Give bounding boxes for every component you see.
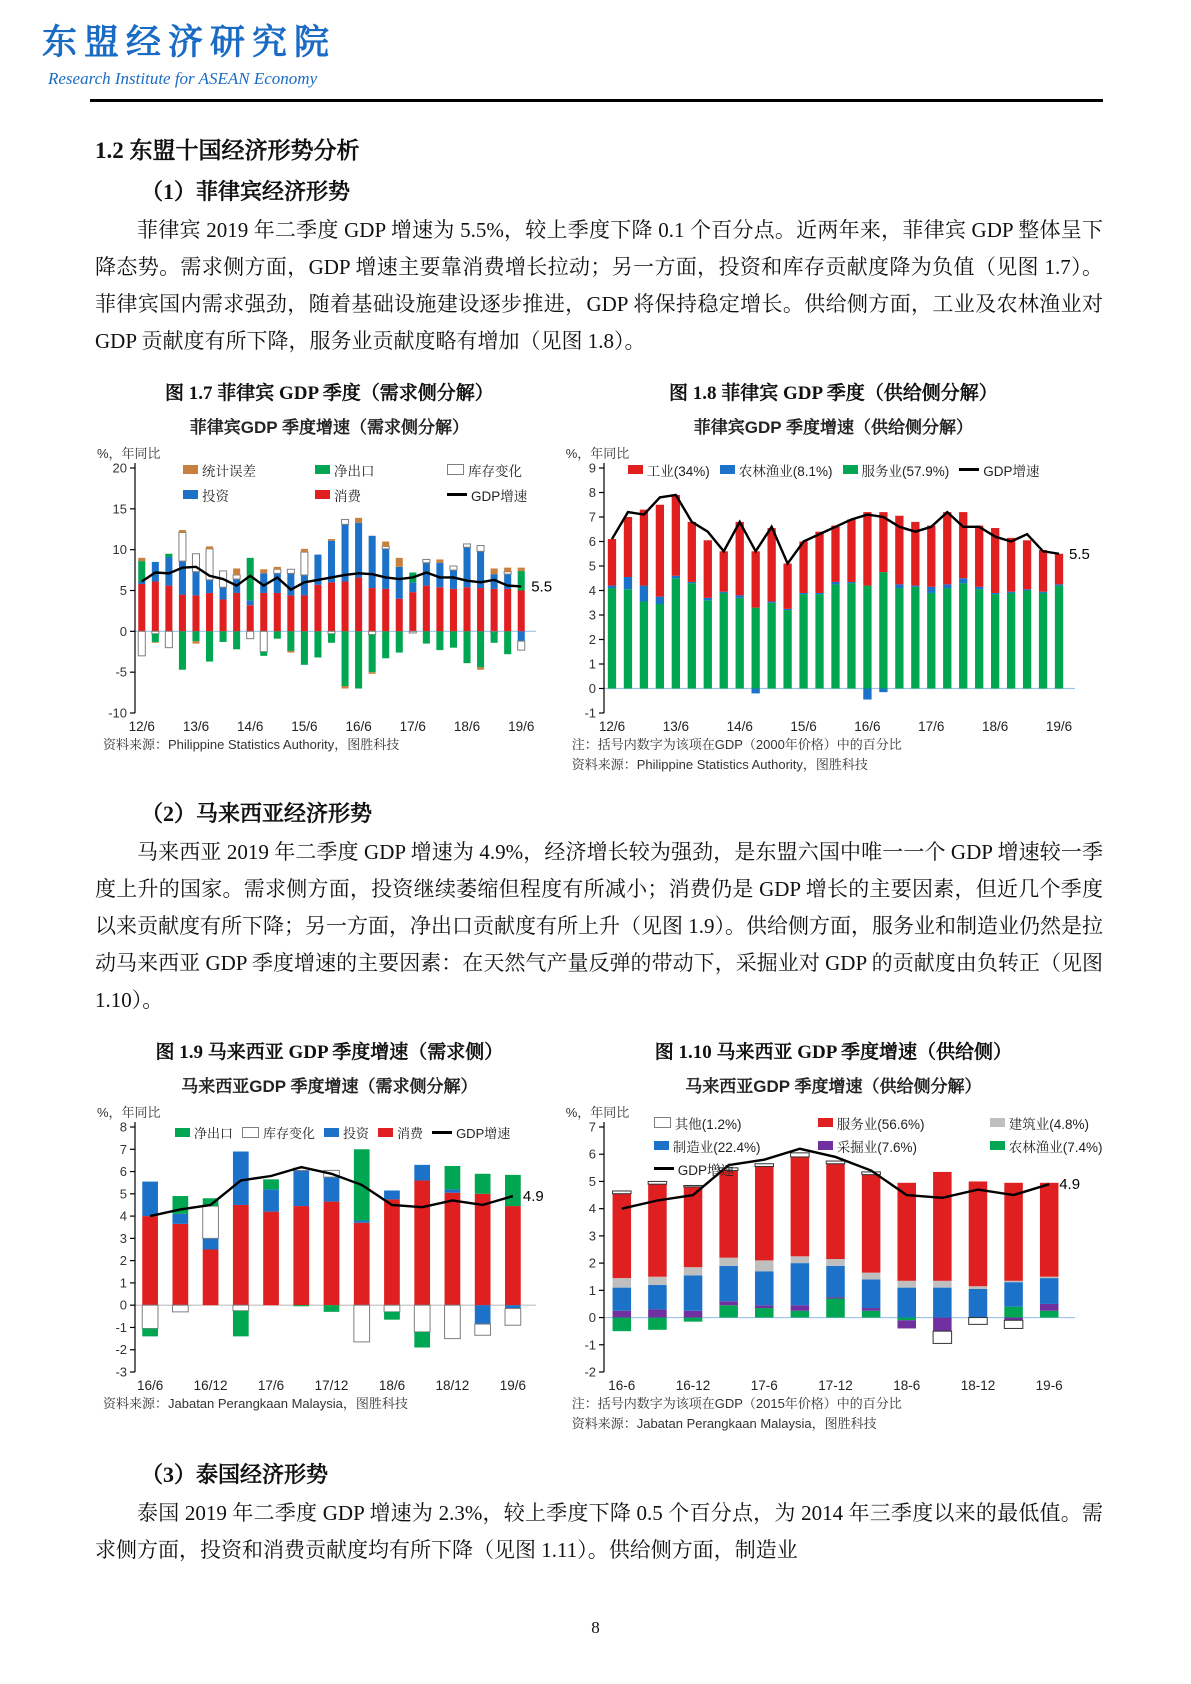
legend-color-swatch [175,1128,190,1137]
legend-item [447,485,527,505]
legend-item [720,460,833,480]
legend-color-swatch [315,465,330,474]
legend-item [183,460,301,480]
svg-text:5: 5 [119,1186,127,1202]
legend-label: GDP增速 [471,488,528,504]
figure-caption: 图 1.8 菲律宾 GDP 季度（供给侧分解） [668,382,998,404]
legend-item [175,1123,233,1142]
legend-color-swatch [654,1141,669,1150]
chart-area [564,1104,1103,1394]
svg-text:7: 7 [588,1119,596,1135]
legend-label: 净出口 [334,463,375,479]
chart-title: 菲律宾GDP 季度增速（供给侧分解） [693,417,973,437]
legend-color-swatch [447,464,464,475]
figure-1-8 [564,374,1103,775]
svg-text:0: 0 [119,623,127,639]
legend-color-swatch [720,465,735,474]
svg-text:10: 10 [112,541,127,557]
svg-text:15: 15 [112,500,127,516]
legend-line-swatch [654,1167,674,1170]
legend-line-swatch [432,1131,452,1134]
svg-text:6: 6 [119,1163,127,1179]
svg-text:12/6: 12/6 [598,718,625,734]
figure-caption: 图 1.10 马来西亚 GDP 季度增速（供给侧） [654,1041,1012,1063]
thailand-heading: （3）泰国经济形势 [141,1462,329,1488]
svg-text:18/6: 18/6 [378,1377,406,1393]
legend-item [818,1113,976,1133]
legend-label: 投资 [343,1125,370,1141]
svg-text:13/6: 13/6 [182,718,210,734]
svg-text:5: 5 [588,558,596,573]
svg-text:8: 8 [588,484,596,500]
svg-text:16/6: 16/6 [345,718,372,734]
y-axis-unit-label: %，年同比 [97,445,161,461]
philippines-paragraph: 菲律宾 2019 年二季度 GDP 增速为 5.5%，较上季度下降 0.1 个百分点。近两年来，菲律宾 GDP 整体呈下降态势。需求侧方面，GDP 增速主要靠消费增长拉动；另一方面，投资和库存贡献度降为负值（见图 1.7）。菲律宾国内需求强劲，随着基础设施建设逐步推进，GDP 将保持稳定增长。供给侧方面，工业及农林渔业对 GDP 贡献度有所下降，服务业贡献度略有增加（见图 1.8）。 [95,217,1103,353]
malaysia-paragraph: 马来西亚 2019 年二季度 GDP 增速为 4.9%，经济增长较为强劲，是东盟六国中唯一一个 GDP 增速较一季度上升的国家。需求侧方面，投资继续萎缩但程度有所减小；消费仍是 GDP 增长的主要因素，但近几个季度以来贡献度有所下降；另一方面，净出口贡献度有所上升（见图 1.9）。供给侧方面，服务业和制造业仍然是拉动马来西亚 GDP 季度增速的主要因素：在天然气产量反弹的带动下，采掘业对 GDP 的贡献度由负转正（见图 1.10）。 [95,839,1103,1012]
page-number: 8 [591,1618,600,1637]
svg-text:19/6: 19/6 [1045,718,1072,734]
legend-label: 净出口 [194,1125,234,1141]
svg-text:2: 2 [588,1255,596,1271]
figure-caption: 图 1.9 马来西亚 GDP 季度增速（需求侧） [155,1041,504,1063]
legend-color-swatch [818,1141,833,1150]
svg-text:15/6: 15/6 [291,718,318,734]
y-axis-unit-label: %，年同比 [565,1104,630,1120]
svg-text:17-6: 17-6 [750,1377,778,1393]
legend-item [628,460,710,480]
chart-note: 注：括号内数字为该项在GDP（2000年价格）中的百分比 [571,736,902,752]
svg-text:4: 4 [588,1200,596,1216]
legend-label: 服务业(56.6%) [836,1116,925,1132]
legend-label: 服务业(57.9%) [861,463,950,479]
svg-text:7: 7 [119,1141,127,1157]
svg-text:3: 3 [588,607,596,622]
svg-text:18-12: 18-12 [960,1377,995,1393]
chart-note: 注：括号内数字为该项在GDP（2015年价格）中的百分比 [571,1395,902,1411]
svg-text:0: 0 [588,680,596,696]
legend-item [447,460,527,480]
philippines-heading: （1）菲律宾经济形势 [141,178,351,204]
svg-text:16/12: 16/12 [193,1377,228,1393]
chart-area [95,445,564,735]
malaysia-heading: （2）马来西亚经济形势 [141,800,373,826]
institute-logo-english: Research Institute for ASEAN Economy [48,68,318,88]
legend-label: GDP增速 [456,1125,511,1141]
svg-text:4: 4 [588,582,596,598]
legend-color-swatch [818,1118,833,1127]
chart-source: 资料来源：Philippine Statistics Authority，图胜科技 [571,756,868,772]
svg-text:17/6: 17/6 [917,718,945,734]
legend-item [378,1123,423,1142]
svg-text:-2: -2 [584,1364,596,1380]
legend-color-swatch [378,1128,393,1137]
svg-text:6: 6 [588,533,596,549]
legend-label: 农林渔业(8.1%) [738,463,833,479]
svg-text:4.9: 4.9 [522,1187,544,1205]
legend-item [990,1136,1103,1156]
legend-label: 工业(34%) [646,463,710,479]
svg-text:3: 3 [588,1228,596,1244]
svg-text:4.9: 4.9 [1058,1175,1080,1193]
svg-text:15/6: 15/6 [790,718,817,734]
legend-color-swatch [990,1141,1005,1150]
thailand-paragraph: 泰国 2019 年二季度 GDP 增速为 2.3%，较上季度下降 0.5 个百分点，为 2014 年三季度以来的最低值。需求侧方面，投资和消费贡献度均有所下降（见图 1.11）。供给侧方面，制造业 [95,1501,1103,1563]
legend-color-swatch [843,465,858,474]
legend-label: 农林渔业(7.4%) [1008,1139,1103,1155]
legend-color-swatch [628,465,643,474]
legend-item [183,485,301,505]
chart-legend [628,460,1040,480]
svg-text:1: 1 [588,1282,596,1298]
legend-item [654,1159,804,1179]
report-header [0,0,1191,89]
svg-text:19/6: 19/6 [499,1377,527,1393]
legend-color-swatch [990,1118,1005,1127]
svg-text:-2: -2 [115,1342,127,1358]
legend-item [242,1123,315,1142]
figure-1-9 [95,1033,564,1434]
svg-text:18-6: 18-6 [892,1377,920,1393]
legend-color-swatch [324,1128,339,1137]
legend-item [654,1136,804,1156]
chart-title: 马来西亚GDP 季度增速（需求侧分解） [181,1076,478,1096]
legend-color-swatch [654,1117,671,1128]
svg-text:16-6: 16-6 [608,1377,636,1393]
svg-text:9: 9 [588,460,596,475]
svg-text:7: 7 [588,509,596,524]
chart-legend [654,1113,1103,1179]
section-title: 1.2 东盟十国经济形势分析 [95,137,360,163]
legend-label: 统计误差 [202,463,256,479]
legend-label: 制造业(22.4%) [672,1139,761,1155]
svg-text:5: 5 [588,1173,596,1189]
svg-text:12/6: 12/6 [128,718,155,734]
legend-item [315,485,433,505]
svg-text:13/6: 13/6 [662,718,689,734]
chart-title: 马来西亚GDP 季度增速（供给侧分解） [685,1076,982,1096]
legend-color-swatch [183,465,198,474]
y-axis-unit-label: %，年同比 [565,445,630,461]
svg-text:20: 20 [112,460,127,475]
svg-text:16/6: 16/6 [854,718,881,734]
header-divider [90,99,1103,102]
legend-label: 库存变化 [468,463,522,479]
legend-label: 消费 [334,488,361,504]
chart-title: 菲律宾GDP 季度增速（需求侧分解） [189,417,469,437]
svg-text:8: 8 [119,1119,127,1135]
svg-text:-3: -3 [115,1364,127,1380]
svg-text:2: 2 [119,1252,127,1268]
chart-svg [564,460,1103,735]
svg-text:18/6: 18/6 [981,718,1009,734]
svg-text:16-12: 16-12 [675,1377,711,1393]
legend-item [959,460,1039,480]
legend-color-swatch [183,490,198,499]
svg-text:16/6: 16/6 [136,1377,164,1393]
chart-svg [95,1119,564,1394]
chart-source: 资料来源：Philippine Statistics Authority，图胜科技 [103,736,400,752]
svg-text:0: 0 [119,1297,127,1313]
legend-label: 采掘业(7.6%) [836,1139,917,1155]
legend-item [315,460,433,480]
legend-item [818,1136,976,1156]
legend-color-swatch [315,490,330,499]
figures-row-malaysia [95,1033,1103,1434]
svg-text:6: 6 [588,1146,596,1162]
legend-line-swatch [959,468,979,471]
svg-text:19-6: 19-6 [1035,1377,1063,1393]
chart-source: 资料来源：Jabatan Perangkaan Malaysia，图胜科技 [103,1395,408,1411]
svg-text:-10: -10 [108,705,127,720]
legend-label: 投资 [202,488,229,504]
figure-caption: 图 1.7 菲律宾 GDP 季度（需求侧分解） [164,382,494,404]
svg-text:-1: -1 [584,705,596,720]
chart-plot [95,1119,564,1394]
svg-text:17/6: 17/6 [399,718,426,734]
page-content [0,132,1191,1570]
legend-color-swatch [242,1127,259,1138]
svg-text:5.5: 5.5 [531,577,553,595]
svg-text:18/12: 18/12 [435,1377,470,1393]
svg-text:1: 1 [588,656,596,671]
svg-text:14/6: 14/6 [237,718,264,734]
legend-label: GDP增速 [983,463,1040,479]
svg-text:3: 3 [119,1230,127,1246]
legend-label: 建筑业(4.8%) [1008,1116,1089,1132]
svg-text:-1: -1 [115,1319,127,1335]
svg-text:0: 0 [588,1309,596,1325]
legend-item [990,1113,1103,1133]
chart-source: 资料来源：Jabatan Perangkaan Malaysia，图胜科技 [571,1415,877,1431]
chart-legend [183,460,527,505]
svg-text:17/12: 17/12 [314,1377,349,1393]
svg-text:2: 2 [588,631,596,647]
svg-text:4: 4 [119,1208,127,1224]
svg-text:19/6: 19/6 [508,718,535,734]
legend-item [324,1123,369,1142]
institute-logo-chinese: 东盟经济研究院 [42,23,337,62]
svg-text:18/6: 18/6 [453,718,481,734]
legend-item [432,1123,510,1142]
chart-area [564,445,1103,735]
chart-plot [564,460,1103,735]
legend-label: 消费 [397,1125,424,1141]
svg-text:17-12: 17-12 [817,1377,853,1393]
chart-legend [175,1123,510,1142]
legend-label: 库存变化 [263,1125,316,1141]
svg-text:5: 5 [119,582,127,598]
figure-1-10 [564,1033,1103,1434]
figure-1-7 [95,374,564,775]
svg-text:1: 1 [119,1275,127,1291]
legend-label: GDP增速 [677,1162,734,1178]
figures-row-philippines [95,374,1103,775]
legend-line-swatch [447,493,467,496]
y-axis-unit-label: %，年同比 [97,1104,161,1120]
svg-text:5.5: 5.5 [1068,545,1090,563]
svg-text:17/6: 17/6 [257,1377,285,1393]
legend-label: 其他(1.2%) [674,1116,742,1132]
legend-item [843,460,950,480]
svg-text:-1: -1 [584,1337,596,1353]
chart-area [95,1104,564,1394]
legend-item [654,1113,804,1133]
svg-text:-5: -5 [115,664,127,680]
svg-text:14/6: 14/6 [726,718,753,734]
